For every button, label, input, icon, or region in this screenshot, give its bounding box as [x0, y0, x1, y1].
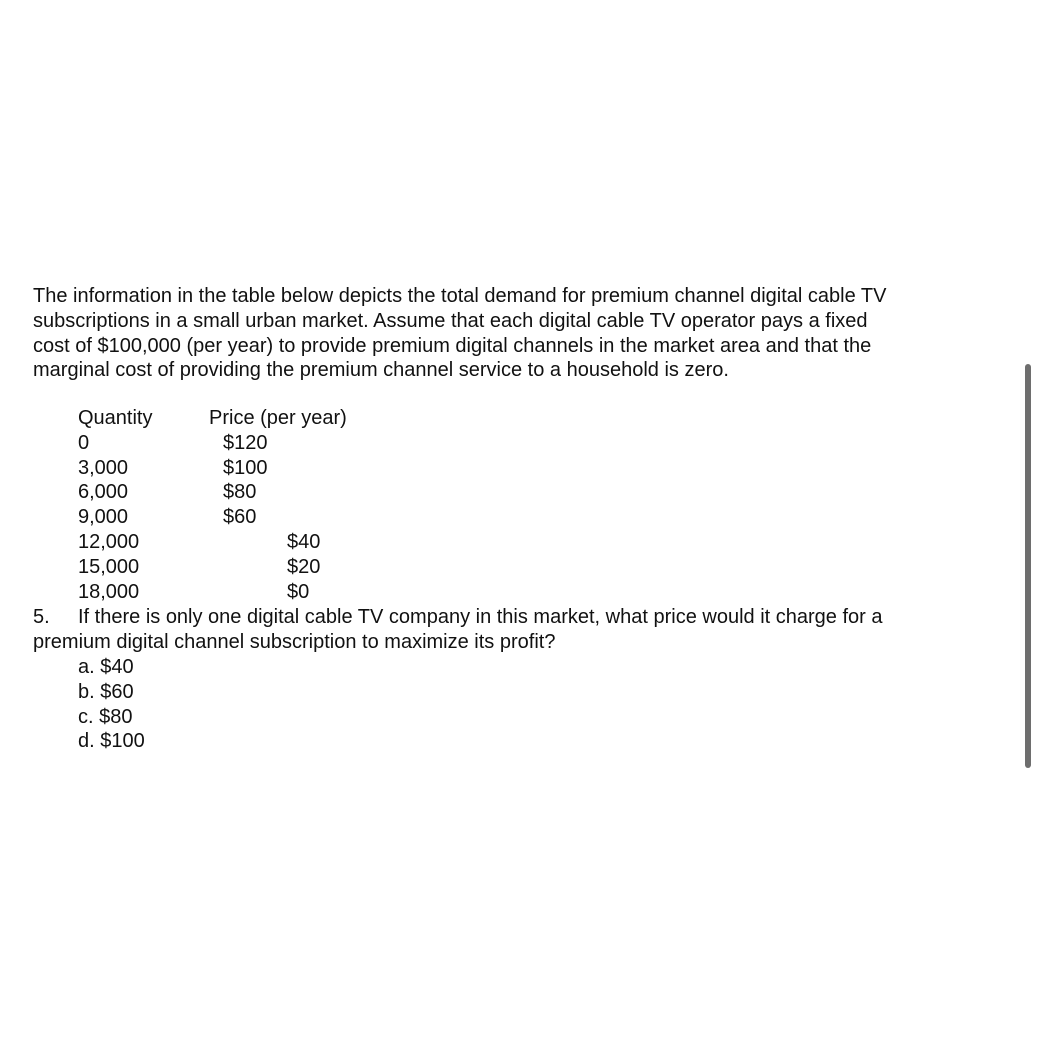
option-a: a. $40	[78, 656, 134, 678]
table-row	[78, 505, 398, 530]
table-row	[78, 530, 398, 555]
intro-line: The information in the table below depicts the total demand for premium channel digital cable TV	[33, 285, 887, 307]
table-header-row	[78, 406, 398, 431]
price-cell: $60	[223, 506, 257, 529]
header-quantity: Quantity	[78, 407, 153, 429]
price-cell: $40	[287, 530, 321, 553]
quantity-cell: 0	[78, 431, 90, 454]
table-row	[78, 555, 398, 580]
answer-options	[78, 655, 145, 754]
vertical-scrollbar[interactable]	[1025, 364, 1031, 768]
question-text: If there is only one digital cable TV company in this market, what price would it charge for a	[78, 606, 883, 628]
header-price: Price (per year)	[209, 407, 347, 429]
table-row	[78, 580, 398, 605]
option-c: c. $80	[78, 705, 133, 728]
option-b: b. $60	[78, 680, 134, 703]
table-row	[78, 480, 398, 505]
question-number: 5.	[33, 606, 50, 628]
quantity-cell: 9,000	[78, 506, 129, 529]
intro-line: subscriptions in a small urban market. Assume that each digital cable TV operator pays a fixed	[33, 309, 868, 332]
quantity-cell: 6,000	[78, 481, 129, 504]
quantity-cell: 12,000	[78, 530, 140, 553]
price-cell: $120	[223, 431, 268, 454]
question-block	[33, 605, 993, 655]
demand-table	[78, 406, 398, 604]
quantity-cell: 18,000	[78, 580, 140, 603]
question-line-1	[33, 605, 993, 630]
question-line-2: premium digital channel subscription to maximize its profit?	[33, 630, 556, 653]
intro-line: cost of $100,000 (per year) to provide premium digital channels in the market area and that the	[33, 334, 872, 357]
price-cell: $80	[223, 481, 257, 504]
quantity-cell: 15,000	[78, 555, 140, 578]
price-cell: $100	[223, 456, 268, 479]
quantity-cell: 3,000	[78, 456, 129, 479]
price-cell: $20	[287, 555, 321, 578]
table-row	[78, 431, 398, 456]
intro-line: marginal cost of providing the premium channel service to a household is zero.	[33, 359, 729, 382]
price-cell: $0	[287, 580, 310, 603]
table-row	[78, 456, 398, 481]
intro-paragraph	[33, 284, 993, 383]
option-d: d. $100	[78, 730, 145, 753]
